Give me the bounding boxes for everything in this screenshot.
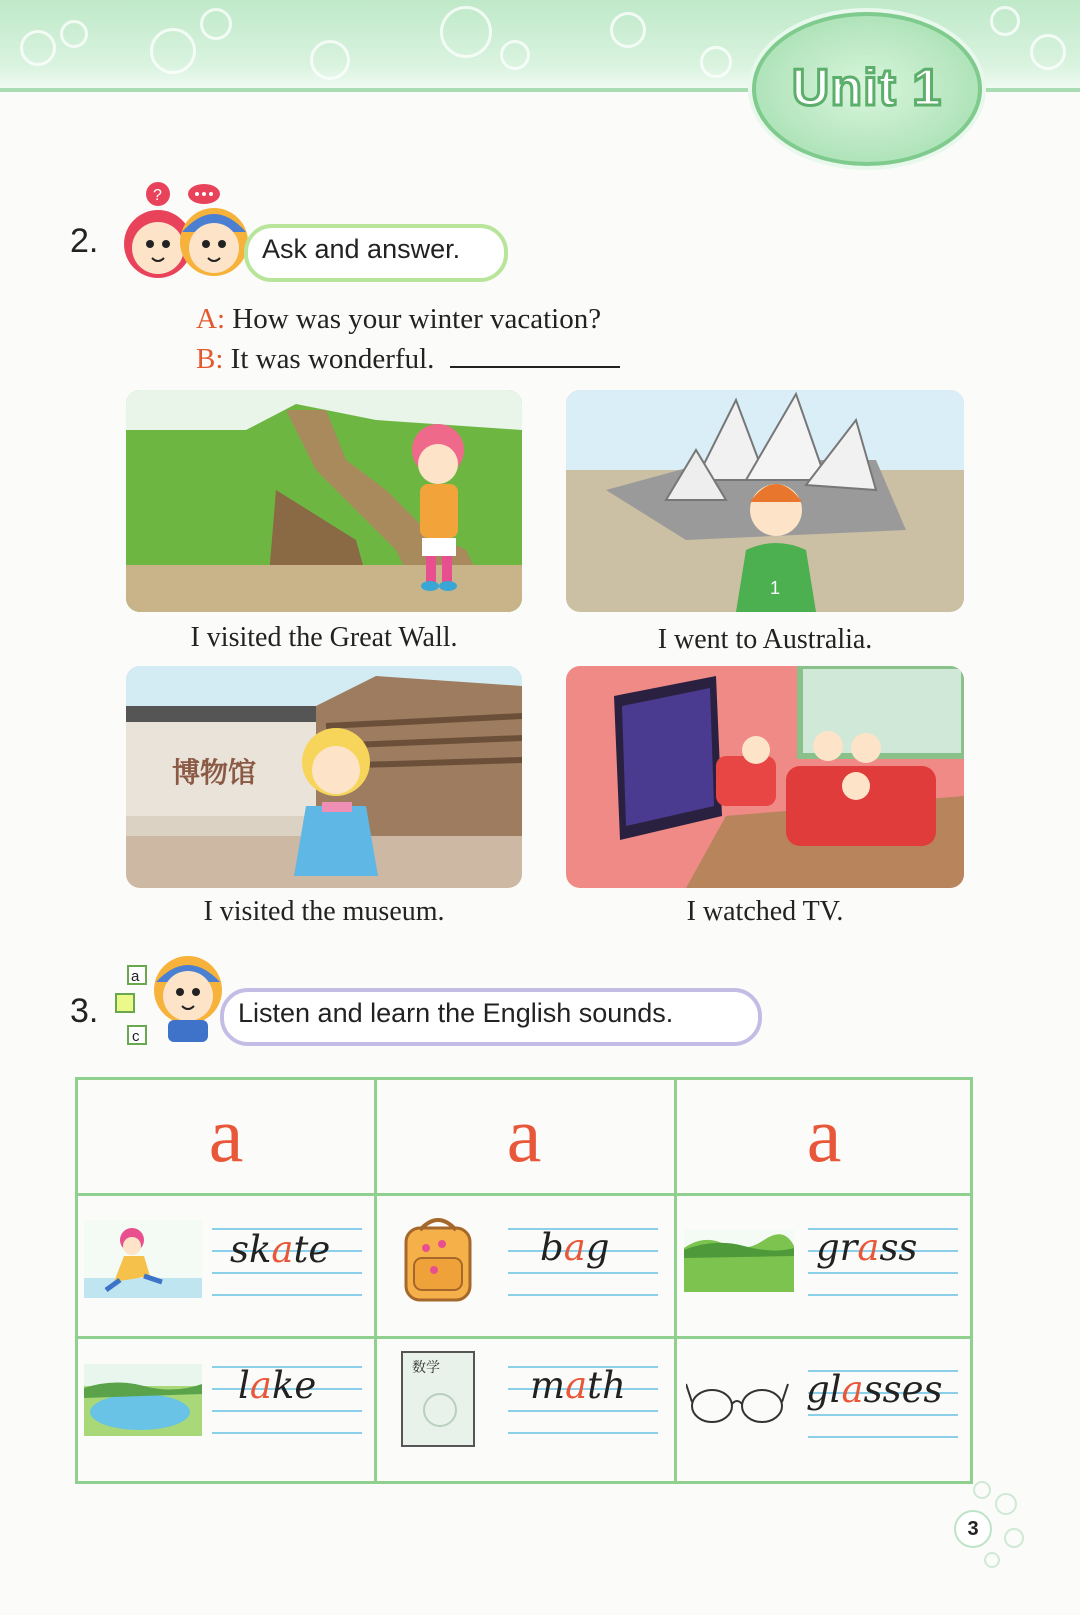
backpack-icon (396, 1214, 480, 1304)
word-part: l (238, 1364, 250, 1407)
museum-sign-text: 博物馆 (172, 756, 257, 789)
word-part: ss (879, 1226, 918, 1269)
unit-badge (752, 12, 982, 166)
answer-blank (450, 342, 620, 368)
highlighted-letter: a (563, 1226, 586, 1269)
table-row-divider (78, 1193, 970, 1196)
dialogue-line-b (196, 342, 620, 376)
museum-picture (126, 666, 522, 888)
word-skate (230, 1228, 330, 1271)
word-grass (816, 1226, 917, 1269)
great-wall-picture (126, 390, 522, 612)
highlighted-letter: a (565, 1364, 588, 1407)
word-lake (238, 1364, 316, 1407)
lake-icon (84, 1364, 202, 1436)
icon-letter-a: a (131, 968, 140, 985)
svg-text:1: 1 (770, 578, 781, 598)
boy-with-headphones-icon (112, 950, 232, 1052)
sounds-table (75, 1077, 973, 1484)
caption-great-wall: I visited the Great Wall. (190, 622, 458, 653)
dialogue-line-a (196, 303, 601, 336)
glasses-icon (686, 1374, 790, 1430)
word-bag (540, 1226, 609, 1269)
word-part: m (530, 1364, 566, 1407)
highlighted-letter: a (857, 1226, 880, 1269)
highlighted-letter: a (249, 1364, 272, 1407)
highlighted-letter: a (841, 1368, 864, 1411)
word-part: sk (230, 1228, 272, 1271)
watching-tv-picture (566, 666, 964, 888)
kids-chatting-icon (108, 182, 264, 282)
dialogue-text-a: How was your winter vacation? (232, 303, 602, 335)
sydney-opera-house-picture (566, 390, 964, 612)
sound-letter: a (806, 1091, 842, 1178)
section2-title: Ask and answer. (262, 234, 461, 264)
math-book-label: 数学 (412, 1360, 440, 1376)
caption-watched-tv: I watched TV. (686, 896, 844, 927)
word-part: gr (816, 1226, 858, 1269)
section3-title: Listen and learn the English sounds. (238, 998, 674, 1028)
skater-icon (84, 1220, 202, 1298)
svg-text:?: ? (153, 187, 162, 204)
sound-letter: a (506, 1091, 542, 1178)
section2-number: 2. (70, 222, 99, 260)
highlighted-letter: a (271, 1228, 294, 1271)
word-part: te (293, 1228, 331, 1271)
caption-museum: I visited the museum. (203, 896, 445, 927)
table-row-divider (78, 1336, 970, 1339)
dialogue-text-b: It was wonderful. (230, 343, 435, 375)
word-glasses (806, 1368, 942, 1411)
section3-number: 3. (70, 992, 99, 1030)
page-number: 3 (954, 1510, 992, 1548)
word-math (530, 1364, 626, 1407)
word-part: gl (806, 1368, 842, 1411)
word-part: sses (863, 1368, 943, 1411)
word-part: ke (271, 1364, 317, 1407)
word-part: th (587, 1364, 626, 1407)
word-part: g (585, 1226, 610, 1269)
unit-label: Unit 1 (791, 59, 943, 117)
word-part: b (540, 1226, 564, 1269)
sound-letter: a (208, 1091, 244, 1178)
grass-icon (684, 1230, 794, 1292)
math-book-icon (400, 1350, 476, 1448)
speaker-a: A: (196, 303, 225, 335)
caption-australia: I went to Australia. (657, 624, 873, 655)
speaker-b: B: (196, 343, 224, 375)
icon-letter-c: c (132, 1028, 140, 1045)
